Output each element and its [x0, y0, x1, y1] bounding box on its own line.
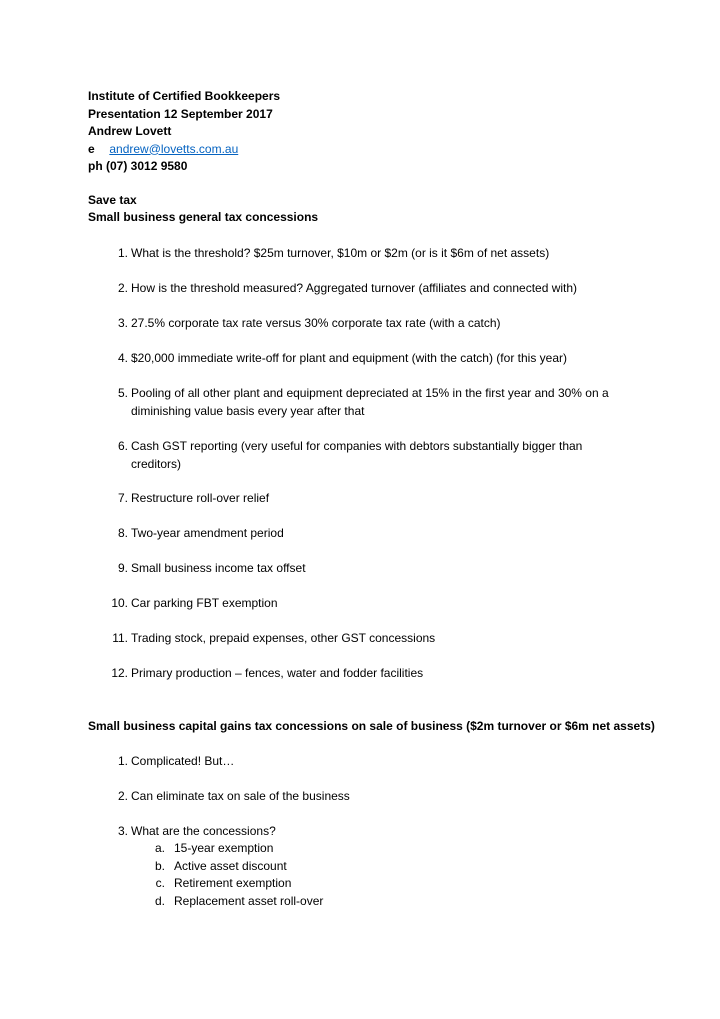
list-text: Cash GST reporting (very useful for companies with debtors substantially bigger than creditors) — [131, 439, 583, 471]
list-number: 2. — [117, 789, 128, 803]
list-number: 7. — [117, 491, 128, 505]
sublist-text: Retirement exemption — [174, 876, 292, 890]
email-line — [88, 141, 280, 159]
list-text: Pooling of all other plant and equipment depreciated at 15% in the first year and 30% on a diminishing value basis every year after that — [131, 386, 609, 418]
list-text: How is the threshold measured? Aggregated turnover (affiliates and connected with) — [131, 281, 578, 295]
list-number: 3. — [117, 316, 128, 330]
sublist-text: Active asset discount — [174, 859, 287, 873]
list-number: 3. — [117, 824, 128, 838]
list-number: 6. — [117, 439, 128, 453]
list-text: What is the threshold? $25m turnover, $10m or $2m (or is it $6m of net assets) — [131, 246, 550, 260]
list-number: 11. — [112, 631, 128, 645]
list-number: 12. — [111, 666, 128, 680]
list-number: 4. — [117, 351, 128, 365]
list-number: 10. — [111, 596, 128, 610]
organization-name: Institute of Certified Bookkeepers — [88, 89, 281, 103]
list-text: Can eliminate tax on sale of the business — [131, 789, 350, 803]
list-text: Complicated! But… — [131, 754, 235, 768]
list-number: 8. — [117, 526, 128, 540]
author-name: Andrew Lovett — [88, 124, 172, 138]
email-link[interactable]: andrew@lovetts.com.au — [109, 141, 239, 156]
sublist-letter: c. — [155, 876, 165, 890]
list-number: 1. — [117, 246, 128, 260]
section-title: Save tax — [88, 193, 137, 207]
list-number: 2. — [117, 281, 128, 295]
phone-number: ph (07) 3012 9580 — [88, 159, 188, 173]
sublist-letter: b. — [154, 859, 165, 873]
list-number: 9. — [117, 561, 128, 575]
list-text: Small business income tax offset — [131, 561, 306, 575]
sublist-text: Replacement asset roll-over — [174, 894, 324, 908]
list-text: $20,000 immediate write-off for plant and equipment (with the catch) (for this year) — [131, 351, 567, 365]
sublist-letter: d. — [154, 894, 165, 908]
presentation-date: Presentation 12 September 2017 — [88, 106, 273, 121]
list-text: Trading stock, prepaid expenses, other GST concessions — [131, 631, 436, 645]
document-header — [88, 88, 280, 176]
cgt-section-title: Small business capital gains tax concessions on sale of business ($2m turnover or $6m net assets) — [88, 719, 655, 733]
list-text: Car parking FBT exemption — [131, 596, 278, 610]
list-text: Primary production – fences, water and fodder facilities — [131, 666, 424, 680]
email-label: e — [88, 141, 95, 156]
list-text: What are the concessions? — [131, 824, 276, 838]
list-number: 1. — [117, 754, 128, 768]
sublist-letter: a. — [154, 841, 165, 855]
list-text: Two-year amendment period — [131, 526, 284, 540]
list-text: Restructure roll-over relief — [131, 491, 270, 505]
section-subtitle: Small business general tax concessions — [88, 210, 319, 224]
list-number: 5. — [117, 386, 128, 400]
sublist-text: 15-year exemption — [174, 841, 274, 855]
list-text: 27.5% corporate tax rate versus 30% corporate tax rate (with a catch) — [131, 316, 501, 330]
